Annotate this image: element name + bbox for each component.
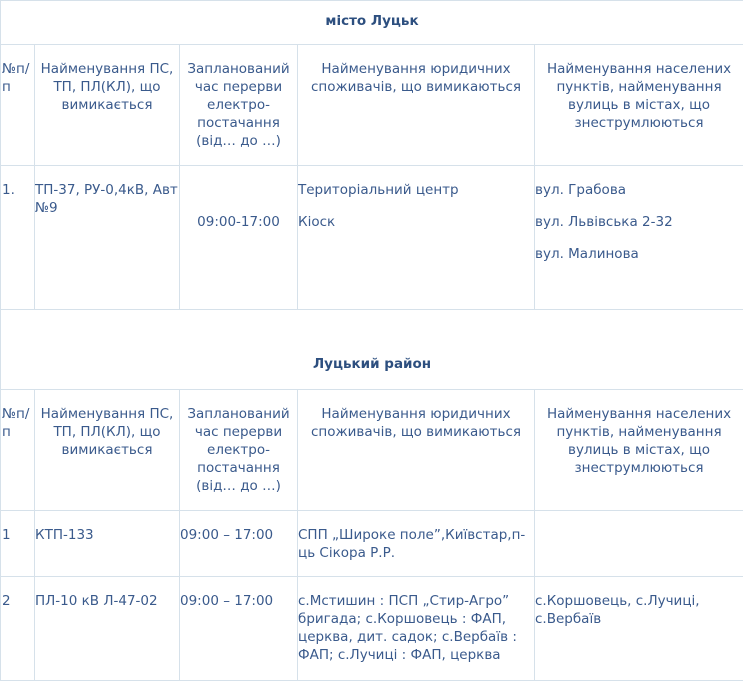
header-settlements-streets: Найменування населених пунктів, найменування вулиць в містах, що знеструмлюються [535, 45, 743, 166]
row-planned-time: 09:00-17:00 [180, 166, 298, 310]
header-planned-time: Запланований час перерви електро-постачання (від… до …) [180, 45, 298, 166]
header-substation-name: Найменування ПС, ТП, ПЛ(КЛ), що вимикається [35, 390, 180, 511]
row-planned-time: 09:00 – 17:00 [180, 511, 298, 577]
street-item: вул. Малинова [535, 245, 743, 263]
row-streets: с.Коршовець, с.Лучиці, с.Вербаїв [535, 577, 743, 681]
section-title-lutsk-district: Луцький район [1, 310, 743, 390]
row-legal-consumers [298, 166, 535, 310]
header-substation-name: Найменування ПС, ТП, ПЛ(КЛ), що вимикається [35, 45, 180, 166]
section-title-lutsk: місто Луцьк [1, 1, 743, 45]
row-number: 1 [1, 511, 35, 577]
row-number: 1. [1, 166, 35, 310]
header-planned-time: Запланований час перерви електро-постачання (від… до …) [180, 390, 298, 511]
row-number: 2 [1, 577, 35, 681]
row-legal-consumers: СПП „Широке поле”,Київстар,п-ць Сікора Р.Р. [298, 511, 535, 577]
row-streets [535, 511, 743, 577]
row-planned-time: 09:00 – 17:00 [180, 577, 298, 681]
header-legal-consumers: Найменування юридичних споживачів, що вимикаються [298, 45, 535, 166]
street-item: вул. Львівська 2-32 [535, 213, 743, 231]
street-item: вул. Грабова [535, 181, 743, 199]
header-settlements-streets: Найменування населених пунктів, найменування вулиць в містах, що знеструмлюються [535, 390, 743, 511]
table-row [1, 511, 743, 577]
consumer-item: Територіальний центр [298, 181, 534, 199]
row-substation-name: ПЛ-10 кВ Л-47-02 [35, 577, 180, 681]
header-number: №п/п [1, 390, 35, 511]
table-row [1, 166, 743, 310]
row-legal-consumers: с.Мстишин : ПСП „Стир-Агро” бригада; с.Коршовець : ФАП, церква, дит. садок; с.Вербаїв : ФАП; с.Лучиці : ФАП, церква [298, 577, 535, 681]
row-streets [535, 166, 743, 310]
header-legal-consumers: Найменування юридичних споживачів, що вимикаються [298, 390, 535, 511]
row-substation-name: КТП-133 [35, 511, 180, 577]
header-number: №п/п [1, 45, 35, 166]
row-substation-name: ТП-37, РУ-0,4кВ, Авт №9 [35, 166, 180, 310]
table-row [1, 577, 743, 681]
consumer-item: Кіоск [298, 213, 534, 231]
